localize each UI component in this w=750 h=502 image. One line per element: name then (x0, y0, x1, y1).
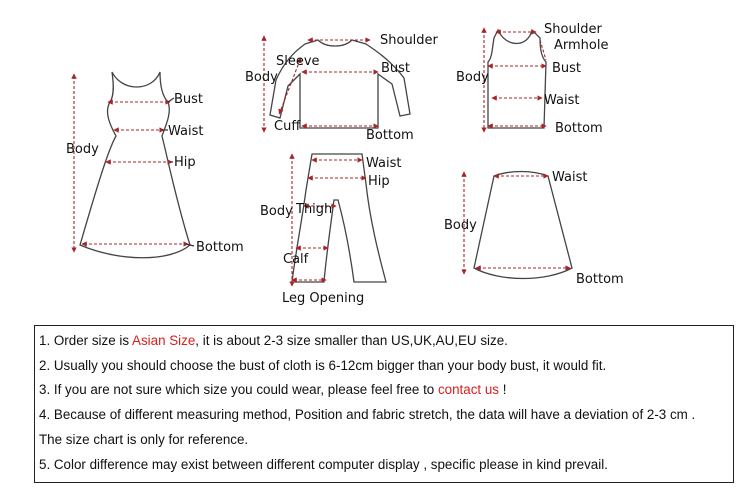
dress-bottom-label: Bottom (196, 240, 244, 255)
skirt-bottom-label: Bottom (576, 272, 624, 287)
dress-hip-label: Hip (174, 155, 196, 170)
dress-diagram (66, 72, 244, 258)
vest-body-label: Body (456, 70, 489, 85)
note-5: 5. Color difference may exist between different computer display , specific please in kind prevail. (39, 457, 608, 472)
top-sleeve-label: Sleeve (276, 54, 320, 69)
vest-diagram (456, 22, 608, 136)
vest-outline (488, 30, 546, 128)
note-3: 3. If you are not sure which size you could wear, please feel free to contact us ! (39, 382, 507, 397)
top-shoulder-label: Shoulder (380, 33, 438, 48)
vest-bottom-label: Bottom (555, 121, 603, 136)
pants-thigh-label: Thigh (296, 202, 333, 217)
asian-size-highlight: Asian Size (132, 333, 196, 348)
pants-hip-label: Hip (368, 174, 390, 189)
top-bust-label: Bust (381, 61, 411, 76)
skirt-body-label: Body (444, 218, 477, 233)
vest-waist-label: Waist (544, 93, 580, 108)
top-diagram (245, 33, 439, 143)
top-bottom-label: Bottom (366, 128, 414, 143)
pants-waist-label: Waist (366, 156, 402, 171)
pants-diagram (260, 154, 401, 306)
vest-shoulder-label: Shoulder (544, 22, 602, 37)
skirt-waist-label: Waist (552, 170, 588, 185)
skirt-outline (474, 172, 572, 279)
dress-waist-label: Waist (168, 124, 204, 139)
skirt-diagram (444, 170, 624, 287)
size-notes-box (34, 325, 734, 483)
dress-bust-label: Bust (174, 92, 204, 107)
note-2: 2. Usually you should choose the bust of cloth is 6-12cm bigger than your body bust, it would fit. (39, 358, 607, 373)
pants-calf-label: Calf (283, 252, 309, 267)
vest-bust-label: Bust (552, 61, 582, 76)
contact-us-link[interactable]: contact us (437, 382, 500, 397)
note-4: 4. Because of different measuring method, Position and fabric stretch, the data will have a deviation of 2-3 cm . (39, 407, 696, 422)
top-body-label: Body (245, 70, 278, 85)
pants-body-label: Body (260, 204, 293, 219)
dress-body-label: Body (66, 142, 99, 157)
top-cuff-label: Cuff (274, 119, 301, 134)
note-4-continued: The size chart is only for reference. (39, 432, 249, 447)
pants-leg-opening-label: Leg Opening (282, 291, 365, 306)
vest-armhole-label: Armhole (554, 38, 609, 53)
note-1: 1. Order size is Asian Size, it is about 2-3 size smaller than US,UK,AU,EU size. (39, 333, 508, 348)
